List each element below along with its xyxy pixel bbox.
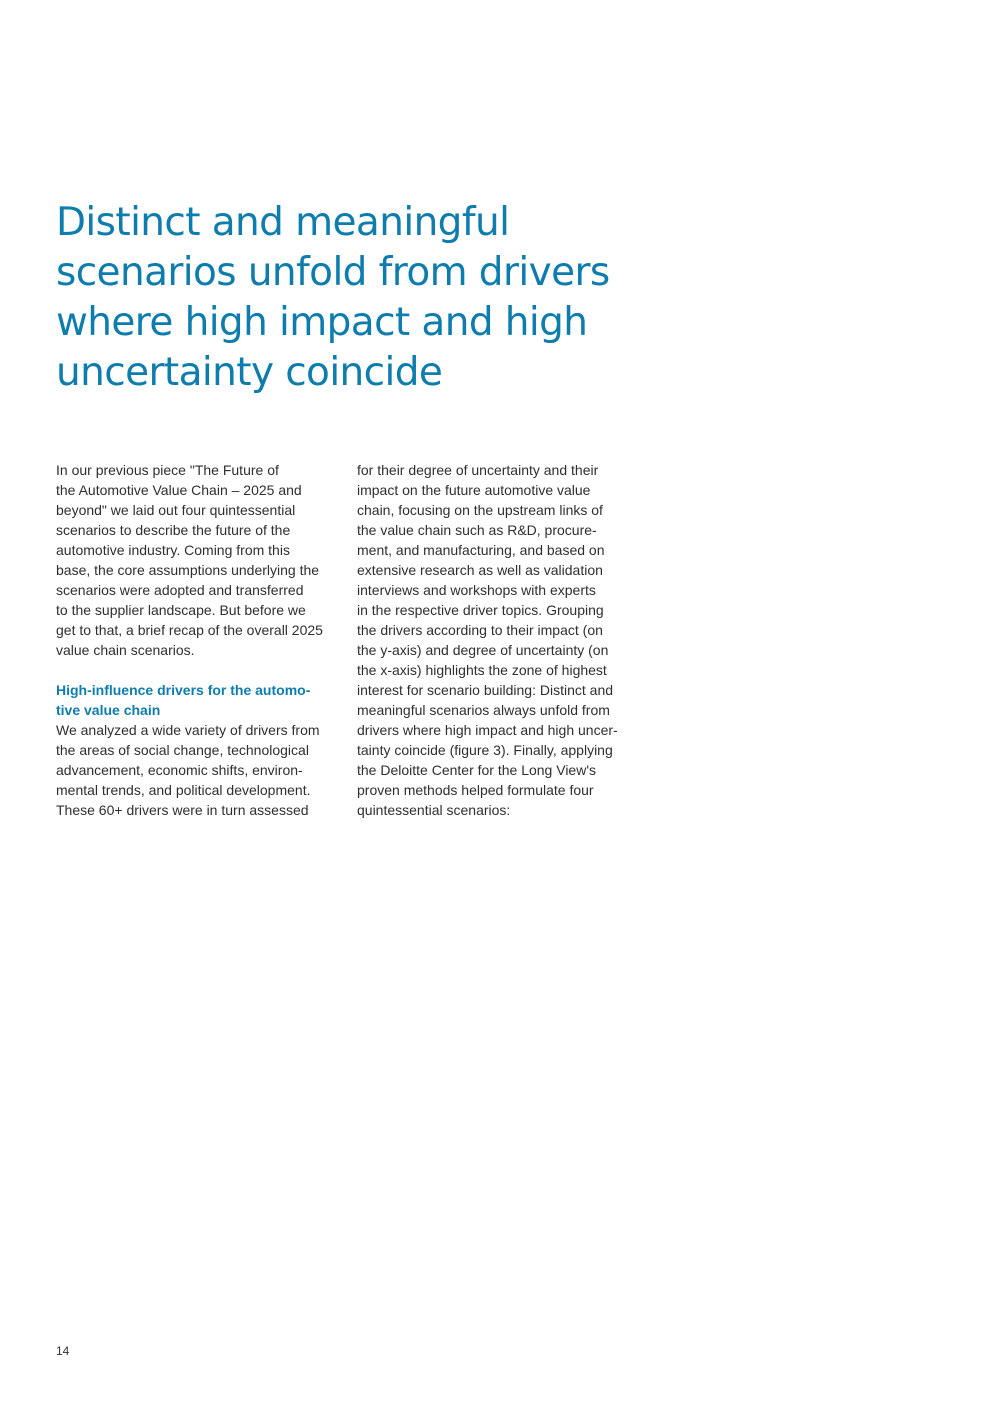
text-line: impact on the future automotive value <box>357 482 591 498</box>
page-number: 14 <box>56 1344 70 1358</box>
headline-line: scenarios unfold from drivers <box>56 250 610 295</box>
text-line: In our previous piece "The Future of <box>56 462 279 478</box>
text-line: the Deloitte Center for the Long View's <box>357 762 596 778</box>
text-line: scenarios to describe the future of the <box>56 522 291 538</box>
headline-line: uncertainty coincide <box>56 350 443 395</box>
text-line: the areas of social change, technological <box>56 742 309 758</box>
headline-line: where high impact and high <box>56 300 588 345</box>
text-line: chain, focusing on the upstream links of <box>357 502 603 518</box>
text-line: We analyzed a wide variety of drivers from <box>56 722 320 738</box>
text-line: for their degree of uncertainty and their <box>357 462 599 478</box>
headline-line: Distinct and meaningful <box>56 200 510 245</box>
text-line: mental trends, and political development. <box>56 782 311 798</box>
text-line: interviews and workshops with experts <box>357 582 596 598</box>
text-line: the y-axis) and degree of uncertainty (on <box>357 642 609 658</box>
text-line: value chain scenarios. <box>56 642 195 658</box>
text-line: the drivers according to their impact (on <box>357 622 603 638</box>
text-line: get to that, a brief recap of the overall 2025 <box>56 622 323 638</box>
text-line: the x-axis) highlights the zone of highest <box>357 662 607 678</box>
subheading-line: High-influence drivers for the automo- <box>56 682 311 698</box>
text-line: scenarios were adopted and transferred <box>56 582 304 598</box>
text-line: drivers where high impact and high uncer- <box>357 722 618 738</box>
text-line: the Automotive Value Chain – 2025 and <box>56 482 302 498</box>
right-text-column <box>357 460 642 820</box>
text-line: beyond" we laid out four quintessential <box>56 502 296 518</box>
subheading-line: tive value chain <box>56 702 161 718</box>
text-line: ment, and manufacturing, and based on <box>357 542 605 558</box>
text-line: meaningful scenarios always unfold from <box>357 702 610 718</box>
paragraph-gap <box>56 660 341 680</box>
body-paragraph <box>56 720 341 820</box>
text-line: tainty coincide (figure 3). Finally, applying <box>357 742 613 758</box>
text-line: interest for scenario building: Distinct and <box>357 682 614 698</box>
text-line: proven methods helped formulate four <box>357 782 594 798</box>
text-line: base, the core assumptions underlying the <box>56 562 320 578</box>
text-line: to the supplier landscape. But before we <box>56 602 306 618</box>
page-headline <box>56 198 656 398</box>
text-line: These 60+ drivers were in turn assessed <box>56 802 309 818</box>
section-subheading <box>56 680 341 720</box>
text-line: quintessential scenarios: <box>357 802 511 818</box>
left-text-column <box>56 460 341 820</box>
text-line: advancement, economic shifts, environ- <box>56 762 303 778</box>
text-line: the value chain such as R&D, procure- <box>357 522 597 538</box>
text-line: in the respective driver topics. Grouping <box>357 602 604 618</box>
intro-paragraph <box>56 460 341 660</box>
text-line: automotive industry. Coming from this <box>56 542 290 558</box>
text-line: extensive research as well as validation <box>357 562 603 578</box>
